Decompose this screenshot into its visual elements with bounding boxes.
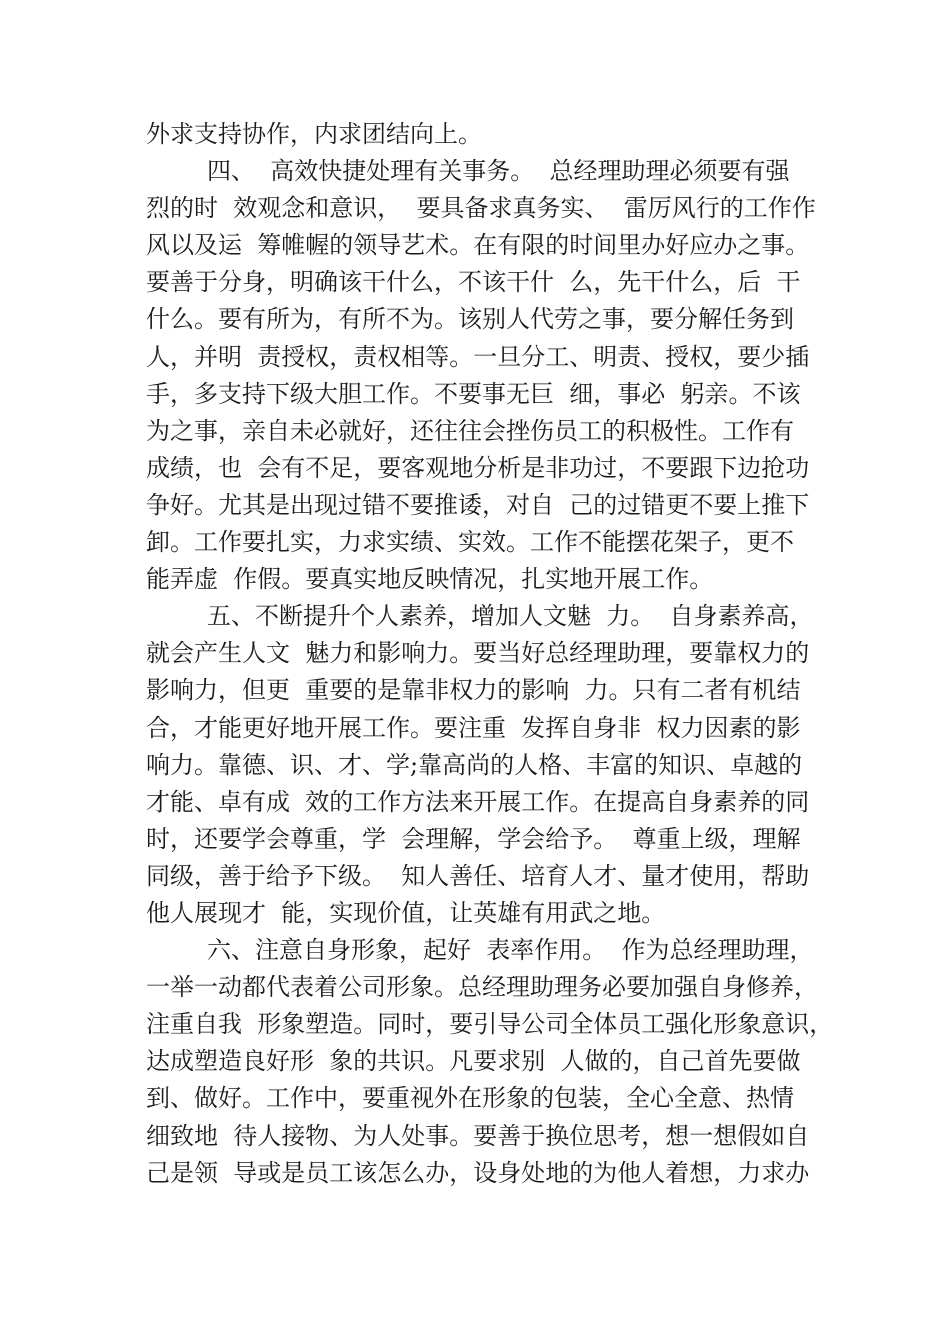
text-line: 才能、卓有成 效的工作方法来开展工作。在提高自身素养的同 bbox=[146, 787, 810, 816]
text-line: 为之事，亲自未必就好，还往往会挫伤员工的积极性。工作有 bbox=[146, 416, 794, 445]
text-line: 合，才能更好地开展工作。要注重 发挥自身非 权力因素的影 bbox=[146, 713, 801, 742]
text-line: 能弄虚 作假。要真实地反映情况，扎实地开展工作。 bbox=[146, 565, 714, 594]
text-line: 外求支持协作，内求团结向上。 bbox=[146, 120, 482, 148]
text-line: 己是领 导或是员工该怎么办，设身处地的为他人着想，力求办 bbox=[146, 1158, 810, 1187]
text-line: 响力。靠德、识、才、学;靠高尚的人格、丰富的知识、卓越的 bbox=[146, 750, 803, 779]
text-line: 成绩，也 会有不足，要客观地分析是非功过，不要跟下边抢功 bbox=[146, 453, 810, 482]
text-line: 六、注意自身形象，起好 表率作用。 作为总经理助理， bbox=[146, 936, 814, 965]
text-line: 一举一动都代表着公司形象。总经理助理务必要加强自身修养， bbox=[146, 973, 818, 1002]
text-line: 烈的时 效观念和意识， 要具备求真务实、 雷厉风行的工作作 bbox=[146, 194, 816, 223]
text-line: 到、做好。工作中，要重视外在形象的包装，全心全意、热情 bbox=[146, 1084, 794, 1113]
text-line: 手，多支持下级大胆工作。不要事无巨 细，事必 躬亲。不该 bbox=[146, 379, 801, 408]
text-line: 什么。要有所为，有所不为。该别人代劳之事，要分解任务到 bbox=[146, 305, 794, 334]
text-line: 卸。工作要扎实，力求实绩、实效。工作不能摆花架子，更不 bbox=[146, 528, 794, 557]
text-line: 风以及运 筹帷幄的领导艺术。在有限的时间里办好应办之事。 bbox=[146, 231, 810, 260]
text-line: 就会产生人文 魅力和影响力。要当好总经理助理，要靠权力的 bbox=[146, 639, 810, 668]
text-line: 达成塑造良好形 象的共识。凡要求别 人做的，自己首先要做 bbox=[146, 1047, 801, 1076]
text-line: 四、 高效快捷处理有关事务。 总经理助理必须要有强 bbox=[146, 157, 790, 186]
text-line: 时，还要学会尊重，学 会理解，学会给予。 尊重上级，理解 bbox=[146, 824, 801, 853]
text-line: 五、不断提升个人素养，增加人文魅 力。 自身素养高， bbox=[146, 602, 814, 631]
text-line: 细致地 待人接物、为人处事。要善于换位思考，想一想假如自 bbox=[146, 1121, 810, 1150]
text-line: 他人展现才 能，实现价值，让英雄有用武之地。 bbox=[146, 898, 666, 927]
text-line: 影响力，但更 重要的是靠非权力的影响 力。只有二者有机结 bbox=[146, 676, 801, 705]
text-line: 同级，善于给予下级。 知人善任、培育人才、量才使用，帮助 bbox=[146, 861, 810, 890]
body-text bbox=[146, 116, 834, 1192]
text-line: 争好。尤其是出现过错不要推诿，对自 己的过错更不要上推下 bbox=[146, 490, 810, 519]
text-line: 要善于分身，明确该干什么，不该干什 么，先干什么，后 干 bbox=[146, 268, 801, 297]
text-line: 人，并明 责授权，责权相等。一旦分工、明责、授权，要少插 bbox=[146, 342, 810, 371]
text-line: 注重自我 形象塑造。同时，要引导公司全体员工强化形象意识， bbox=[146, 1010, 834, 1039]
